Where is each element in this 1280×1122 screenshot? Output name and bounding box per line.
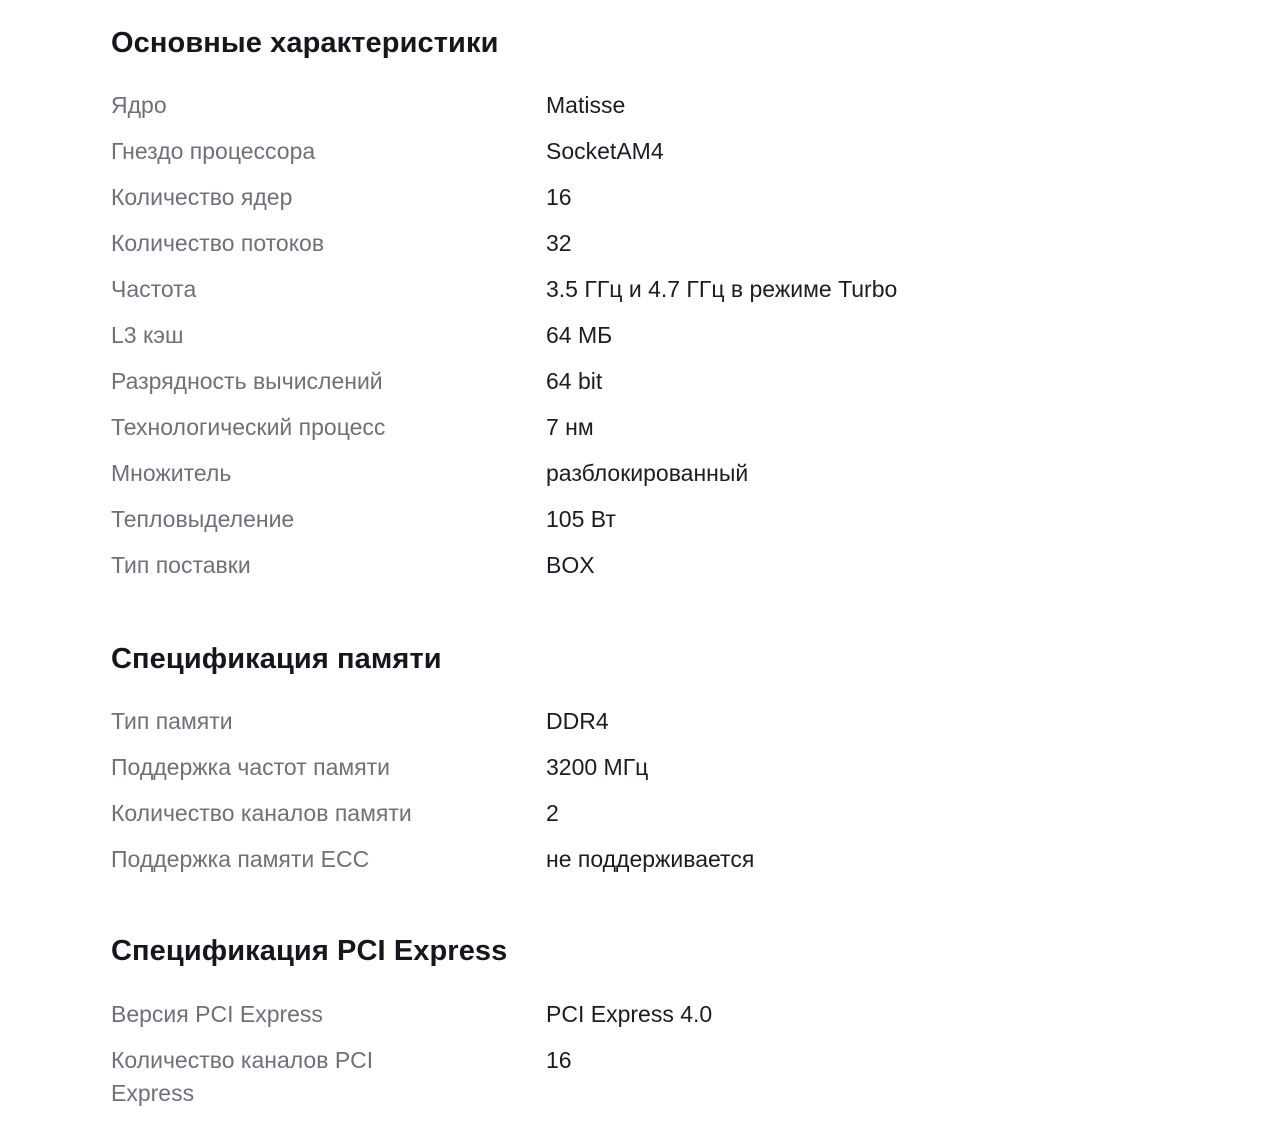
spec-list	[111, 89, 1171, 595]
spec-row-ecc-support	[111, 843, 1171, 889]
spec-row-pcie-version	[111, 998, 1171, 1044]
spec-value: 3.5 ГГц и 4.7 ГГц в режиме Turbo	[546, 276, 898, 302]
spec-label: Количество каналов памяти	[111, 800, 412, 826]
spec-value: 7 нм	[546, 414, 594, 440]
spec-row-process	[111, 411, 1171, 457]
spec-value: 16	[546, 184, 572, 210]
spec-value: разблокированный	[546, 460, 749, 486]
spec-label: Количество ядер	[111, 184, 293, 210]
spec-label: Тепловыделение	[111, 506, 295, 532]
spec-label: L3 кэш	[111, 322, 184, 348]
spec-value: 2	[546, 800, 559, 826]
spec-label: Гнездо процессора	[111, 138, 316, 164]
spec-value: 16	[546, 1047, 572, 1073]
spec-row-memory-channels	[111, 797, 1171, 843]
spec-row-core	[111, 89, 1171, 135]
spec-label: Частота	[111, 276, 197, 302]
spec-row-pcie-lanes	[111, 1044, 1171, 1110]
spec-row-tdp	[111, 503, 1171, 549]
spec-label: Тип поставки	[111, 552, 251, 578]
spec-row-memory-frequency	[111, 751, 1171, 797]
spec-value: не поддерживается	[546, 846, 755, 872]
spec-label-text: Количество каналов PCI Express	[111, 1047, 374, 1106]
spec-label: Ядро	[111, 92, 167, 118]
spec-value: Matisse	[546, 92, 626, 118]
spec-row-bitness	[111, 365, 1171, 411]
spec-value: 64 МБ	[546, 322, 613, 348]
section-title: Основные характеристики	[111, 27, 499, 59]
spec-label: Количество потоков	[111, 230, 325, 256]
spec-value: SocketAM4	[546, 138, 664, 164]
section-main-specs	[111, 26, 1171, 595]
spec-label	[111, 1044, 546, 1110]
spec-row-package	[111, 549, 1171, 595]
spec-row-l3-cache	[111, 319, 1171, 365]
spec-value: PCI Express 4.0	[546, 1001, 713, 1027]
section-memory-specs	[111, 642, 1171, 889]
spec-row-multiplier	[111, 457, 1171, 503]
spec-value: 105 Вт	[546, 506, 616, 532]
spec-list	[111, 998, 1171, 1110]
section-pcie-specs	[111, 934, 1171, 1110]
spec-row-threads	[111, 227, 1171, 273]
spec-value: 3200 МГц	[546, 754, 649, 780]
spec-value: DDR4	[546, 708, 609, 734]
spec-value: BOX	[546, 552, 595, 578]
spec-label: Технологический процесс	[111, 414, 386, 440]
section-title: Спецификация PCI Express	[111, 935, 508, 967]
spec-label: Версия PCI Express	[111, 1001, 323, 1027]
spec-label: Тип памяти	[111, 708, 233, 734]
spec-label: Разрядность вычислений	[111, 368, 383, 394]
spec-row-frequency	[111, 273, 1171, 319]
spec-value: 32	[546, 230, 572, 256]
spec-row-memory-type	[111, 705, 1171, 751]
section-title: Спецификация памяти	[111, 643, 442, 675]
spec-list	[111, 705, 1171, 889]
spec-row-cores	[111, 181, 1171, 227]
spec-label: Поддержка частот памяти	[111, 754, 391, 780]
spec-value: 64 bit	[546, 368, 603, 394]
spec-row-socket	[111, 135, 1171, 181]
spec-label: Поддержка памяти ECC	[111, 846, 370, 872]
spec-label: Множитель	[111, 460, 232, 486]
